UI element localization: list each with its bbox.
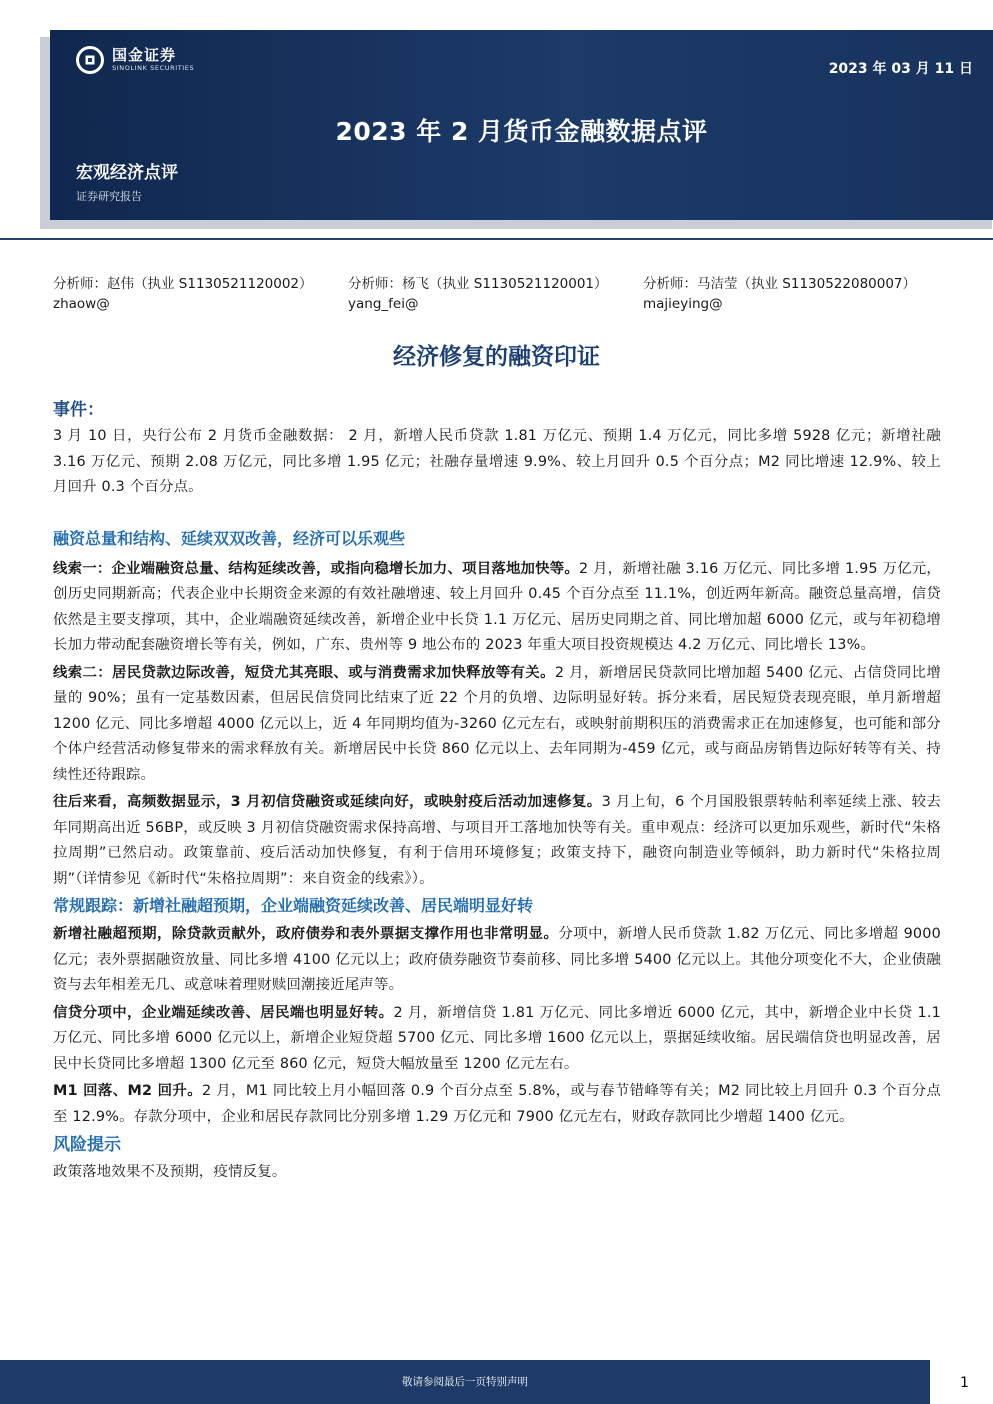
risk-heading: 风险提示 (53, 1135, 121, 1155)
report-headline: 经济修复的融资印证 (393, 344, 600, 370)
report-date: 2023 年 03 月 11 日 (828, 61, 973, 77)
analyst-item (643, 274, 916, 314)
report-title: 2023 年 2 月货币金融数据点评 (335, 117, 708, 146)
clue2-paragraph (53, 661, 941, 789)
analyst-item (348, 274, 608, 314)
tsf-text: 分项中，新增人民币贷款 1.82 万亿元、同比多增超 9000 亿元；表外票据融资放量、同比多增 4100 亿元以上；政府债券融资节奏前移、同比多增 5400 亿元以上。其他分项变化不大，企业债融资与去年相差无几、或意味着理财赎回潮接近尾声等。 (53, 926, 941, 993)
analyst-email: zhaow@ (53, 296, 110, 312)
report-body (53, 396, 941, 1186)
money-supply-lead: M1 回落、M2 回升。 (53, 1083, 202, 1099)
analyst-email: yang_fei@ (348, 296, 419, 312)
tsf-lead: 新增社融超预期，除贷款贡献外，政府债券和表外票据支撑作用也非常明显。 (53, 926, 559, 942)
clue2-text: 2 月，新增居民贷款同比增加超 5400 亿元、占信贷同比增量的 90%；虽有一定基数因素，但居民信贷同比结束了近 22 个月的负增、边际明显好转。拆分来看，居民短贷表现亮眼，单月新增超 1200 亿元、同比多增超 4000 亿元以上，近 4 年同期均值为-3260 亿元左右，或映射前期积压的消费需求正在加速修复，也可能和部分个体户经营活动修复带来的需求释放有关。新增居民中长贷 860 亿元以上、去年同期为-459 亿元，或与商品房销售边际好转等有关、持续性还待跟踪。 (53, 664, 941, 783)
money-supply-text: 2 月，M1 同比较上月小幅回落 0.9 个百分点至 5.8%，或与春节错峰等有关；M2 同比较上月回升 0.3 个百分点至 12.9%。存款分项中，企业和居民存款同比分别多增 1.29 万亿元和 7900 亿元左右，财政存款同比少增超 1400 亿元。 (53, 1083, 941, 1125)
money-supply-paragraph (53, 1079, 941, 1130)
section1-heading: 融资总量和结构、延续双双改善，经济可以乐观些 (53, 528, 406, 548)
header-divider (0, 238, 993, 240)
sinolink-logo-icon (76, 46, 104, 74)
event-paragraph: 3 月 10 日，央行公布 2 月货币金融数据： 2 月，新增人民币贷款 1.81 万亿元、预期 1.4 万亿元，同比多增 5928 亿元；新增社融 3.16 万亿元、预期 2.08 万亿元，同比多增 1.95 亿元；社融存量增速 9.9%、较上月回升 0.5 个百分点；M2 同比增速 12.9%、较上月回升 0.3 个百分点。 (53, 428, 941, 495)
analyst-item (53, 274, 313, 314)
logo-english-name: SINOLINK SECURITIES (112, 64, 195, 72)
tsf-paragraph (53, 922, 941, 999)
outlook-paragraph (53, 790, 941, 892)
credit-text: 2 月，新增信贷 1.81 万亿元、同比多增近 6000 亿元，其中，新增企业中长贷 1.1 万亿元、同比多增 6000 亿元以上，新增企业短贷超 5700 亿元、同比多增 1600 亿元以上，票据延续收缩。居民端信贷也明显改善，居民中长贷同比多增超 1300 亿元至 860 亿元，短贷大幅放量至 1200 亿元左右。 (53, 1004, 941, 1072)
header-banner (50, 30, 993, 220)
clue1-lead: 线索一：企业端融资总量、结构延续改善，或指向稳增长加力、项目落地加快等。 (53, 560, 580, 577)
page-number: 1 (960, 1375, 969, 1391)
analyst-email: majieying@ (643, 296, 723, 312)
analyst-name: 分析师：马洁莹（执业 S1130522080007） (643, 276, 917, 292)
outlook-text: 3 月上旬，6 个月国股银票转帖利率延续上涨、较去年同期高出近 56BP，或反映 3 月初信贷融资需求保持高增、与项目开工落地加快等有关。重申观点：经济可以更加乐观些，新时代“朱格拉周期”已然启动。政策靠前、疫后活动加快修复，有利于信用环境修复；政策支持下，融资向制造业等倾斜，助力新时代“朱格拉周期”（详情参见《新时代“朱格拉周期”：来自资金的线索》）。 (53, 794, 941, 887)
report-category: 宏观经济点评 (76, 163, 178, 183)
analyst-name: 分析师：杨飞（执业 S1130521120001） (348, 276, 608, 292)
analyst-name: 分析师：赵伟（执业 S1130521120002） (53, 276, 313, 292)
clue1-paragraph (53, 557, 941, 659)
footer-disclaimer: 敬请参阅最后一页特别声明 (402, 1376, 528, 1388)
company-logo (76, 46, 194, 74)
clue1-text: 2 月，新增社融 3.16 万亿元、同比多增 1.95 万亿元，创历史同期新高；代表企业中长期资金来源的有效社融增速、较上月回升 0.45 个百分点至 11.1%，创近两年新高。融资总量高增，信贷依然是主要支撑项，其中，企业端融资延续改善，新增企业中长贷 1.1 万亿元、居历史同期之首、同比增加超 6000 亿元，或与年初稳增长加力带动配套融资增长等有关，例如，广东、贵州等 9 地公布的 2023 年重大项目投资规模达 4.2 万亿元、同比增长 13%。 (53, 560, 942, 653)
section2-heading: 常规跟踪：新增社融超预期，企业端融资延续改善、居民端明显好转 (53, 896, 534, 915)
clue2-lead: 线索二：居民贷款边际改善，短贷尤其亮眼、或与消费需求加快释放等有关。 (53, 664, 555, 681)
report-subcategory: 证券研究报告 (76, 190, 142, 203)
credit-paragraph (53, 1001, 941, 1078)
event-heading: 事件： (53, 400, 104, 420)
risk-paragraph: 政策落地效果不及预期，疫情反复。 (53, 1164, 287, 1180)
outlook-lead: 往后来看，高频数据显示，3 月初信贷融资或延续向好，或映射疫后活动加速修复。 (53, 794, 602, 810)
analyst-list (53, 274, 953, 314)
logo-chinese-name: 国金证券 (112, 46, 177, 64)
credit-lead: 信贷分项中，企业端延续改善、居民端也明显好转。 (53, 1004, 394, 1021)
